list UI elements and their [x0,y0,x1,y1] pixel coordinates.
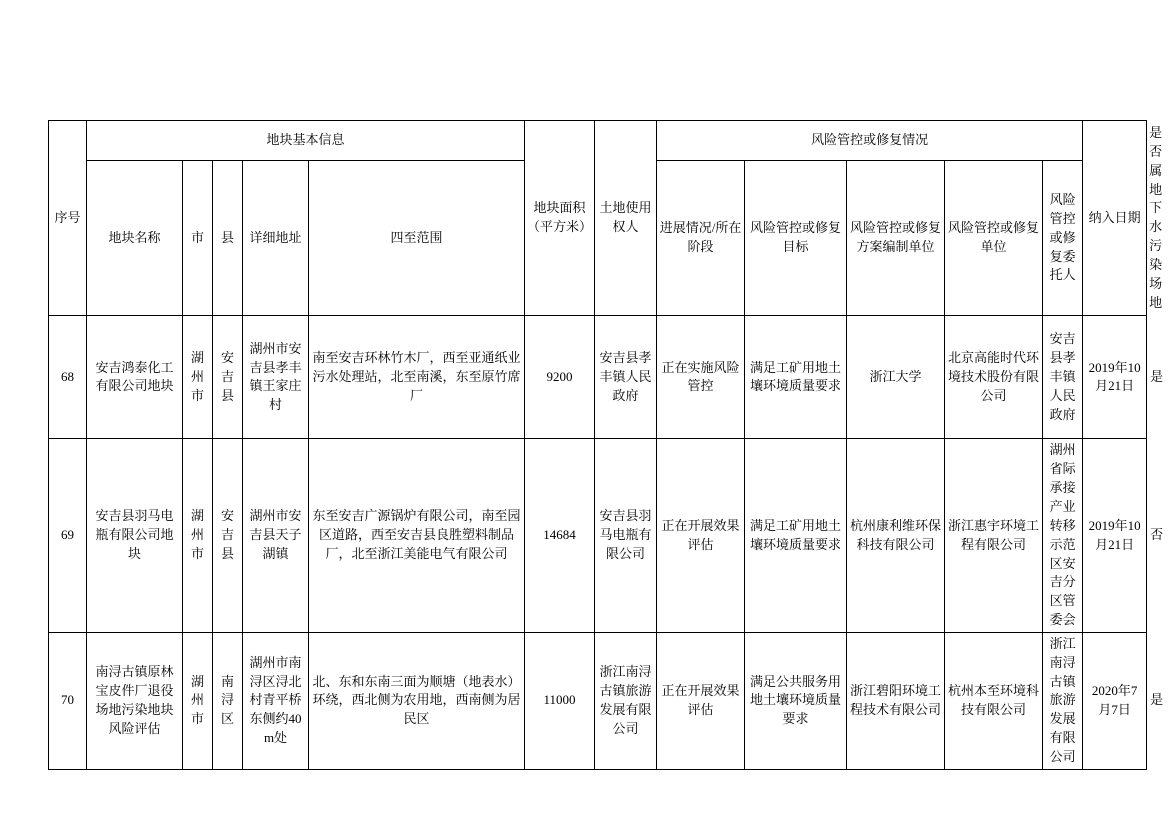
table-header [49,121,1163,316]
cell-planner: 浙江碧阳环境工程技术有限公司 [847,632,945,769]
header-county: 县 [213,160,243,316]
cell-seq: 68 [49,316,87,439]
header-planner: 风险管控或修复方案编制单位 [847,160,945,316]
cell-stage: 正在实施风险管控 [657,316,745,439]
cell-address: 湖州市安吉县孝丰镇王家庄村 [243,316,309,439]
cell-area: 14684 [525,439,595,632]
cell-date: 2019年10月21日 [1083,439,1147,632]
header-basic-info: 地块基本信息 [87,121,525,161]
cell-stage: 正在开展效果评估 [657,439,745,632]
header-risk-group: 风险管控或修复情况 [657,121,1083,161]
cell-city: 湖州市 [183,316,213,439]
header-scope: 四至范围 [309,160,525,316]
cell-name: 安吉县羽马电瓶有限公司地块 [87,439,183,632]
table-row: 69 安吉县羽马电瓶有限公司地块 湖州市 安吉县 湖州市安吉县天子湖镇 东至安吉广源锅炉有限公司，南至园区道路，西至安吉县良胜塑料制品厂，北至浙江美能电气有限公司 14684 安吉县羽马电瓶有限公司 正在开展效果评估 满足工矿用地土壤环境质量要求 杭州康利维环保科技有限公司 浙江惠宇环境工程有限公司 湖州省际承接产业转移示范区安吉分区管委会 2019年10月21日 否 [49,439,1147,632]
table-body [49,316,1164,769]
cell-entrust: 浙江南浔古镇旅游发展有限公司 [1043,632,1083,769]
cell-name: 安吉鸿泰化工有限公司地块 [87,316,183,439]
contaminated-land-table [48,120,1164,770]
cell-goal: 满足工矿用地土壤环境质量要求 [745,439,847,632]
cell-scope: 北、东和东南三面为顺塘（地表水）环绕，西北侧为农用地，西南侧为居民区 [309,632,525,769]
header-entrust: 风险管控或修复委托人 [1043,160,1083,316]
cell-entrust: 安吉县孝丰镇人民政府 [1043,316,1083,439]
cell-repairer: 杭州本至环境科技有限公司 [945,632,1043,769]
header-date: 纳入日期 [1083,121,1147,316]
cell-owner: 安吉县羽马电瓶有限公司 [595,439,657,632]
header-name: 地块名称 [87,160,183,316]
cell-planner: 浙江大学 [847,316,945,439]
header-seq: 序号 [49,121,87,316]
cell-planner: 杭州康利维环保科技有限公司 [847,439,945,632]
header-stage: 进展情况/所在阶段 [657,160,745,316]
header-address: 详细地址 [243,160,309,316]
cell-repairer: 浙江惠宇环境工程有限公司 [945,439,1043,632]
header-city: 市 [183,160,213,316]
cell-owner: 浙江南浔古镇旅游发展有限公司 [595,632,657,769]
cell-county: 安吉县 [213,316,243,439]
cell-city: 湖州市 [183,632,213,769]
cell-entrust: 湖州省际承接产业转移示范区安吉分区管委会 [1043,439,1083,632]
cell-repairer: 北京高能时代环境技术股份有限公司 [945,316,1043,439]
cell-city: 湖州市 [183,439,213,632]
cell-scope: 东至安吉广源锅炉有限公司，南至园区道路，西至安吉县良胜塑料制品厂，北至浙江美能电气有限公司 [309,439,525,632]
header-repairer: 风险管控或修复单位 [945,160,1043,316]
cell-stage: 正在开展效果评估 [657,632,745,769]
cell-address: 湖州市安吉县天子湖镇 [243,439,309,632]
header-area: 地块面积（平方米） [525,121,595,316]
cell-goal: 满足公共服务用地土壤环境质量要求 [745,632,847,769]
cell-scope: 南至安吉环林竹木厂，西至亚通纸业污水处理站，北至南溪，东至原竹席厂 [309,316,525,439]
header-row-group: 序号 地块基本信息 地块面积（平方米） 土地使用权人 风险管控或修复情况 纳入日期 是否属地下水污染场地 [49,121,1147,161]
cell-county: 南浔区 [213,632,243,769]
document-page [48,120,1164,770]
cell-date: 2019年10月21日 [1083,316,1147,439]
header-owner: 土地使用权人 [595,121,657,316]
cell-goal: 满足工矿用地土壤环境质量要求 [745,316,847,439]
table-row: 68 安吉鸿泰化工有限公司地块 湖州市 安吉县 湖州市安吉县孝丰镇王家庄村 南至安吉环林竹木厂，西至亚通纸业污水处理站，北至南溪，东至原竹席厂 9200 安吉县孝丰镇人民政府 正在实施风险管控 满足工矿用地土壤环境质量要求 浙江大学 北京高能时代环境技术股份有限公司 安吉县孝丰镇人民政府 2019年10月21日 是 [49,316,1147,439]
cell-county: 安吉县 [213,439,243,632]
cell-area: 11000 [525,632,595,769]
header-goal: 风险管控或修复目标 [745,160,847,316]
cell-seq: 70 [49,632,87,769]
cell-date: 2020年7月7日 [1083,632,1147,769]
table-row: 70 南浔古镇原林宝皮件厂退役场地污染地块风险评估 湖州市 南浔区 湖州市南浔区浔北村青平桥东侧约40m处 北、东和东南三面为顺塘（地表水）环绕，西北侧为农用地，西南侧为居民区 11000 浙江南浔古镇旅游发展有限公司 正在开展效果评估 满足公共服务用地土壤环境质量要求 浙江碧阳环境工程技术有限公司 杭州本至环境科技有限公司 浙江南浔古镇旅游发展有限公司 2020年7月7日 是 [49,632,1147,769]
cell-area: 9200 [525,316,595,439]
cell-name: 南浔古镇原林宝皮件厂退役场地污染地块风险评估 [87,632,183,769]
cell-seq: 69 [49,439,87,632]
cell-address: 湖州市南浔区浔北村青平桥东侧约40m处 [243,632,309,769]
cell-owner: 安吉县孝丰镇人民政府 [595,316,657,439]
